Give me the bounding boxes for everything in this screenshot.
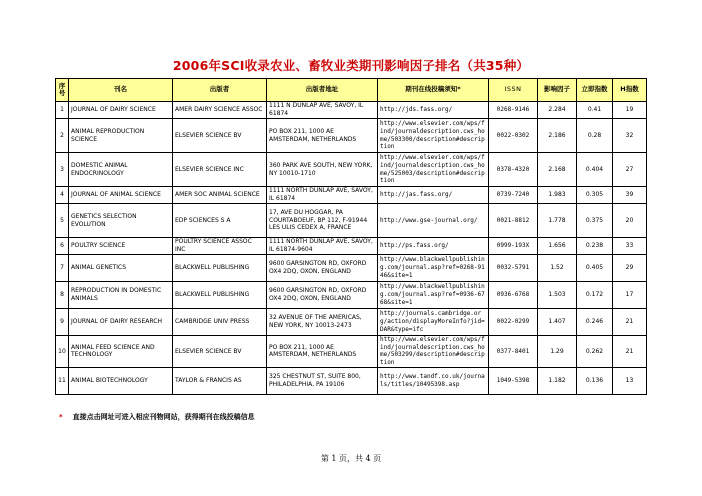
publisher: BLACKWELL PUBLISHING	[173, 255, 267, 282]
journal-link[interactable]	[378, 282, 489, 309]
publisher: ELSEVIER SCIENCE INC	[173, 153, 267, 187]
issn: 0268-9146	[489, 102, 538, 119]
row-number: 9	[56, 309, 69, 336]
issn: 0999-193X	[489, 238, 538, 255]
journal-name: GENETICS SELECTION EVOLUTION	[69, 204, 173, 238]
h-index: 20	[613, 204, 647, 238]
impact-factor: 2.186	[538, 119, 577, 153]
header-name: 刊名	[69, 79, 173, 102]
impact-factor: 1.52	[538, 255, 577, 282]
impact-factor: 1.407	[538, 309, 577, 336]
h-index: 21	[613, 336, 647, 368]
row-number: 2	[56, 119, 69, 153]
publisher-address: PO BOX 211, 1000 AE AMSTERDAM, NETHERLANDS	[267, 119, 378, 153]
journal-url-link[interactable]: http://jas.fass.org/	[380, 191, 453, 199]
impact-factor: 1.983	[538, 187, 577, 204]
h-index: 39	[613, 187, 647, 204]
row-number: 6	[56, 238, 69, 255]
footnote	[59, 412, 255, 422]
impact-factor: 1.503	[538, 282, 577, 309]
journal-link[interactable]	[378, 187, 489, 204]
table-row	[56, 187, 647, 204]
table-row	[56, 153, 647, 187]
issn: 0739-7240	[489, 187, 538, 204]
publisher: ELSEVIER SCIENCE BV	[173, 336, 267, 368]
impact-factor: 1.182	[538, 367, 577, 394]
issn: 0021-8812	[489, 204, 538, 238]
journal-link[interactable]	[378, 255, 489, 282]
journal-url-link[interactable]: http://www.elsevier.com/wps/find/journaldescription.cws_home/503299/description#description	[380, 336, 485, 367]
table-row	[56, 204, 647, 238]
journal-link[interactable]	[378, 336, 489, 368]
header-no: 序号	[56, 79, 69, 102]
header-h-index: H指数	[613, 79, 647, 102]
h-index: 29	[613, 255, 647, 282]
row-number: 1	[56, 102, 69, 119]
table-row	[56, 238, 647, 255]
table-row	[56, 282, 647, 309]
h-index: 13	[613, 367, 647, 394]
journal-link[interactable]	[378, 119, 489, 153]
immediacy-index: 0.262	[577, 336, 613, 368]
h-index: 33	[613, 238, 647, 255]
journal-url-link[interactable]: http://www.blackwellpublishing.com/journal.asp?ref=0268-9146&site=1	[380, 256, 485, 279]
row-number: 10	[56, 336, 69, 368]
immediacy-index: 0.375	[577, 204, 613, 238]
publisher-address: 1111 NORTH DUNLAP AVE, SAVOY, IL 61874-9604	[267, 238, 378, 255]
publisher: EDP SCIENCES S A	[173, 204, 267, 238]
journal-name: ANIMAL GENETICS	[69, 255, 173, 282]
journal-table	[55, 78, 647, 395]
journal-name: POULTRY SCIENCE	[69, 238, 173, 255]
publisher: ELSEVIER SCIENCE BV	[173, 119, 267, 153]
row-number: 4	[56, 187, 69, 204]
issn: 0032-5791	[489, 255, 538, 282]
immediacy-index: 0.238	[577, 238, 613, 255]
journal-url-link[interactable]: http://ps.fass.org/	[380, 242, 449, 250]
header-issn: ISSN	[489, 79, 538, 102]
journal-name: JOURNAL OF DAIRY SCIENCE	[69, 102, 173, 119]
journal-name: JOURNAL OF DAIRY RESEARCH	[69, 309, 173, 336]
impact-factor: 1.29	[538, 336, 577, 368]
immediacy-index: 0.41	[577, 102, 613, 119]
journal-url-link[interactable]: http://journals.cambridge.org/action/displayMoreInfo?jid=DAR&type=ifc	[380, 310, 485, 333]
h-index: 17	[613, 282, 647, 309]
immediacy-index: 0.305	[577, 187, 613, 204]
h-index: 21	[613, 309, 647, 336]
journal-url-link[interactable]: http://www.elsevier.com/wps/find/journaldescription.cws_home/525003/description#description	[380, 154, 485, 185]
journal-link[interactable]	[378, 309, 489, 336]
issn: 0378-4320	[489, 153, 538, 187]
page-title: 2006年SCI收录农业、畜牧业类期刊影响因子排名（共35种）	[172, 58, 530, 73]
journal-url-link[interactable]: http://www.tandf.co.uk/journals/titles/10495398.asp	[380, 373, 485, 388]
header-impact-factor: 影响因子	[538, 79, 577, 102]
publisher: AMER SOC ANIMAL SCIENCE	[173, 187, 267, 204]
publisher-address: 325 CHESTNUT ST, SUITE 800, PHILADELPHIA, PA 19106	[267, 367, 378, 394]
publisher-address: 1111 N DUNLAP AVE, SAVOY, IL 61874	[267, 102, 378, 119]
table-row	[56, 309, 647, 336]
publisher: CAMBRIDGE UNIV PRESS	[173, 309, 267, 336]
header-publisher: 出版者	[173, 79, 267, 102]
footnote-mark: *	[59, 413, 63, 421]
publisher: AMER DAIRY SCIENCE ASSOC	[173, 102, 267, 119]
journal-name: DOMESTIC ANIMAL ENDOCRINOLOGY	[69, 153, 173, 187]
immediacy-index: 0.405	[577, 255, 613, 282]
journal-url-link[interactable]: http://www.gse-journal.org/	[380, 216, 478, 224]
publisher-address: 9600 GARSINGTON RD, OXFORD OX4 2DQ, OXON, ENGLAND	[267, 282, 378, 309]
page-footer: 第 1 页，共 4 页	[320, 454, 382, 463]
row-number: 11	[56, 367, 69, 394]
immediacy-index: 0.172	[577, 282, 613, 309]
immediacy-index: 0.246	[577, 309, 613, 336]
table-row	[56, 255, 647, 282]
publisher-address: 32 AVENUE OF THE AMERICAS, NEW YORK, NY 10013-2473	[267, 309, 378, 336]
issn: 1049-5398	[489, 367, 538, 394]
publisher: TAYLOR & FRANCIS AS	[173, 367, 267, 394]
journal-name: ANIMAL BIOTECHNOLOGY	[69, 367, 173, 394]
journal-name: JOURNAL OF ANIMAL SCIENCE	[69, 187, 173, 204]
journal-url-link[interactable]: http://www.elsevier.com/wps/find/journaldescription.cws_home/503300/description#description	[380, 120, 485, 151]
journal-link[interactable]	[378, 367, 489, 394]
journal-link[interactable]	[378, 204, 489, 238]
row-number: 3	[56, 153, 69, 187]
impact-factor: 2.168	[538, 153, 577, 187]
h-index: 19	[613, 102, 647, 119]
immediacy-index: 0.28	[577, 119, 613, 153]
publisher-address: 17, AVE DU HOGGAR, PA COURTABOEUF, BP 112, F-91944 LES ULIS CEDEX A, FRANCE	[267, 204, 378, 238]
publisher: POULTRY SCIENCE ASSOC INC	[173, 238, 267, 255]
publisher-address: 360 PARK AVE SOUTH, NEW YORK, NY 10010-1710	[267, 153, 378, 187]
header-url: 期刊在线投稿须知*	[378, 79, 489, 102]
h-index: 27	[613, 153, 647, 187]
table-row	[56, 119, 647, 153]
impact-factor: 1.778	[538, 204, 577, 238]
publisher-address: 9600 GARSINGTON RD, OXFORD OX4 2DQ, OXON, ENGLAND	[267, 255, 378, 282]
row-number: 5	[56, 204, 69, 238]
publisher-address: 1111 NORTH DUNLAP AVE, SAVOY, IL 61874	[267, 187, 378, 204]
header-immediacy-index: 立即指数	[577, 79, 613, 102]
immediacy-index: 0.136	[577, 367, 613, 394]
journal-link[interactable]	[378, 238, 489, 255]
h-index: 32	[613, 119, 647, 153]
journal-name: ANIMAL FEED SCIENCE AND TECHNOLOGY	[69, 336, 173, 368]
issn: 0936-6768	[489, 282, 538, 309]
journal-name: ANIMAL REPRODUCTION SCIENCE	[69, 119, 173, 153]
table-row	[56, 367, 647, 394]
journal-url-link[interactable]: http://jds.fass.org/	[380, 106, 453, 114]
issn: 0022-0299	[489, 309, 538, 336]
row-number: 8	[56, 282, 69, 309]
journal-link[interactable]	[378, 153, 489, 187]
table-row	[56, 102, 647, 119]
issn: 0377-8401	[489, 336, 538, 368]
footnote-text: 直接点击网址可进入相应刊物网站，获得期刊在线投稿信息	[72, 413, 255, 421]
immediacy-index: 0.404	[577, 153, 613, 187]
impact-factor: 2.284	[538, 102, 577, 119]
publisher-address: PO BOX 211, 1000 AE AMSTERDAM, NETHERLANDS	[267, 336, 378, 368]
impact-factor: 1.656	[538, 238, 577, 255]
issn: 0022-0302	[489, 119, 538, 153]
journal-url-link[interactable]: http://www.blackwellpublishing.com/journal.asp?ref=0936-6768&site=1	[380, 283, 485, 306]
table-row	[56, 336, 647, 368]
row-number: 7	[56, 255, 69, 282]
table-header-row	[56, 79, 647, 102]
journal-link[interactable]	[378, 102, 489, 119]
header-address: 出版者地址	[267, 79, 378, 102]
publisher: BLACKWELL PUBLISHING	[173, 282, 267, 309]
journal-name: REPRODUCTION IN DOMESTIC ANIMALS	[69, 282, 173, 309]
